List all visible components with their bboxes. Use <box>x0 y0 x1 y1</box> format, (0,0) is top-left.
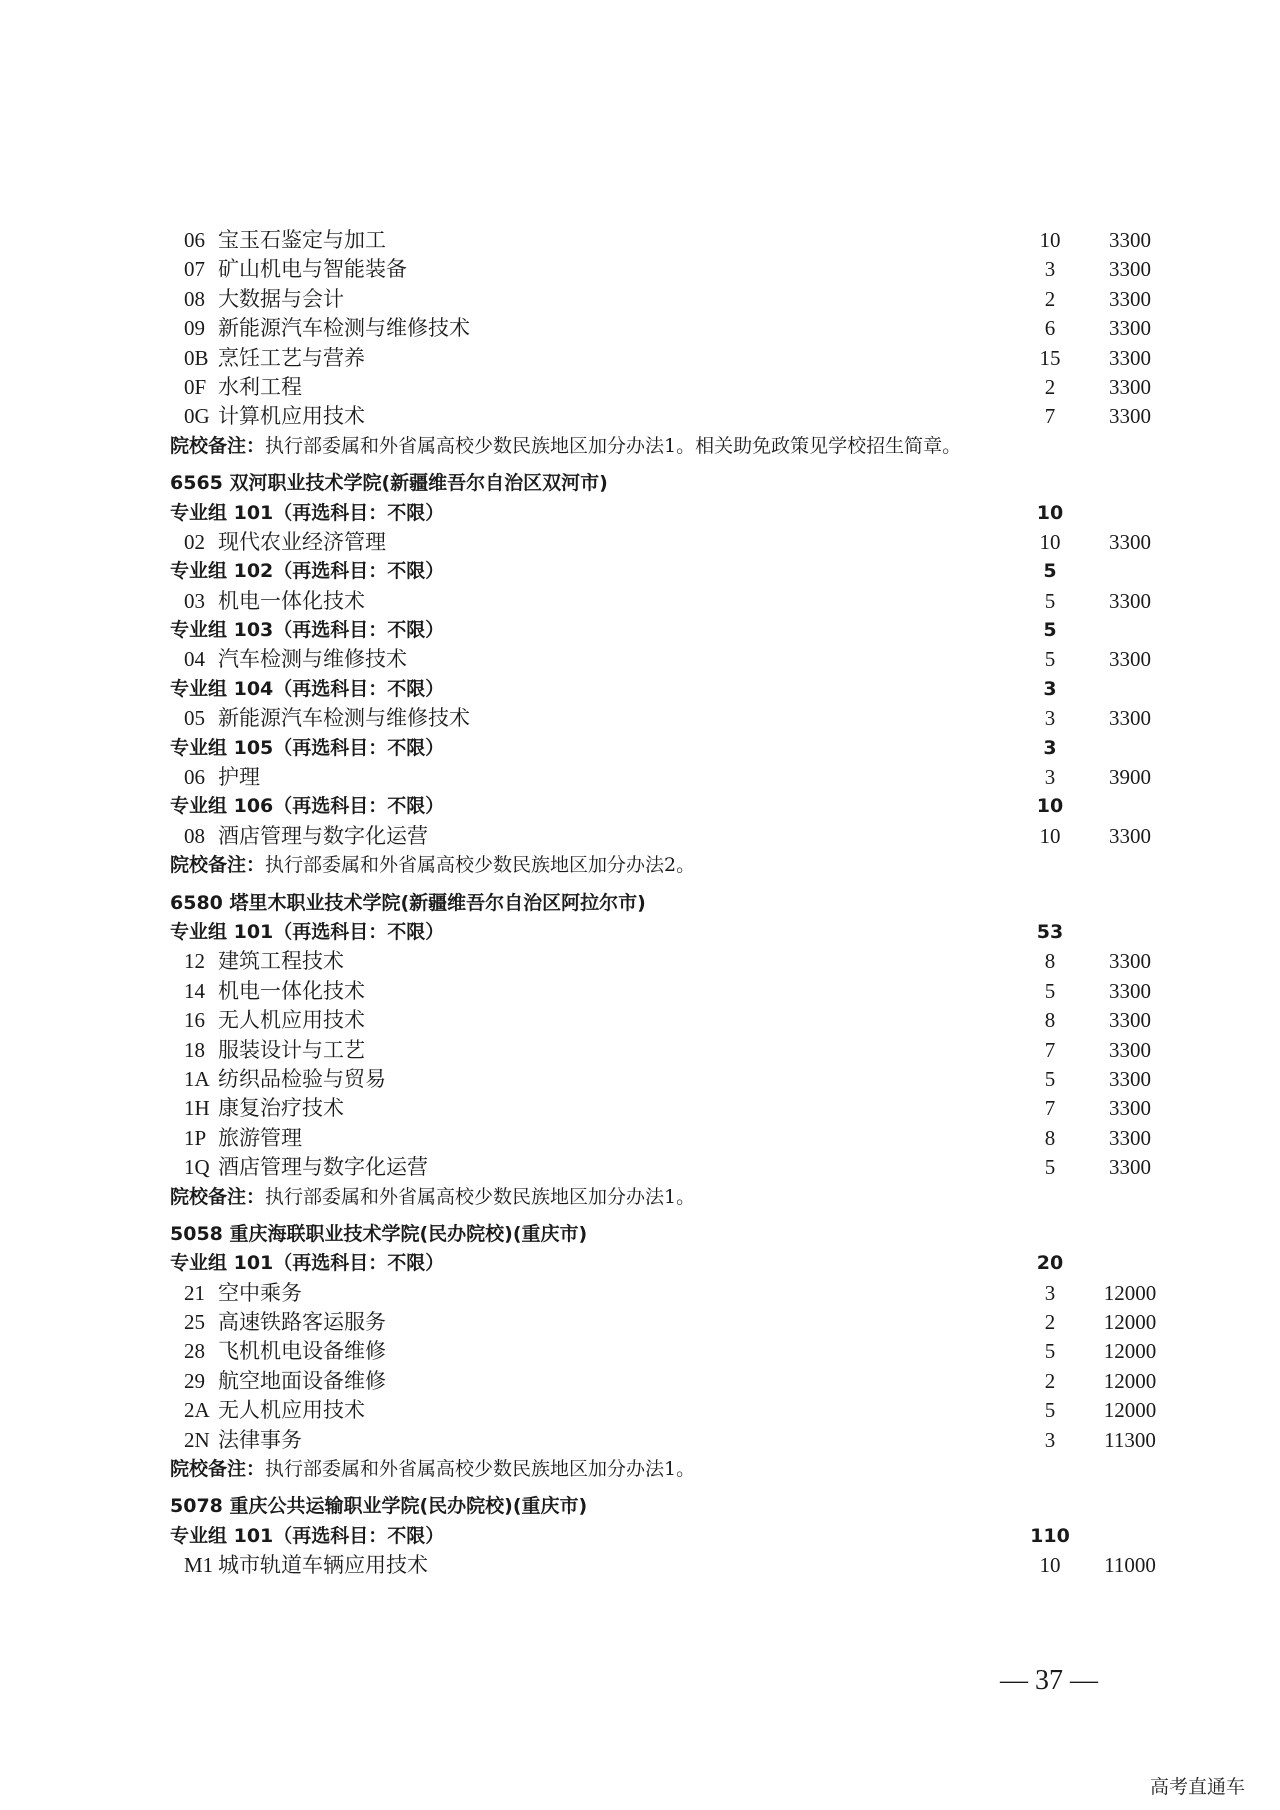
major-row <box>170 977 1170 1006</box>
tuition-fee: 3300 <box>1109 345 1151 370</box>
college-heading <box>170 889 1170 918</box>
major-code: 08 <box>184 823 205 848</box>
group-plan-count: 110 <box>1030 1524 1070 1547</box>
major-code: 16 <box>184 1008 205 1033</box>
note-text: 执行部委属和外省属高校少数民族地区加分办法1。 <box>265 1185 696 1208</box>
college-note <box>170 1455 1170 1484</box>
plan-count: 3 <box>1044 257 1056 282</box>
major-row <box>170 528 1170 557</box>
tuition-fee: 12000 <box>1103 1368 1157 1393</box>
tuition-fee: 3300 <box>1109 588 1151 613</box>
major-name: 护理 <box>218 765 260 790</box>
major-code: 0F <box>184 374 207 399</box>
major-code: 18 <box>184 1037 205 1062</box>
major-row <box>170 947 1170 976</box>
major-group-label: 专业组 102（再选科目：不限） <box>170 560 445 583</box>
plan-count: 7 <box>1044 1096 1056 1121</box>
tuition-fee: 3300 <box>1109 1037 1151 1062</box>
plan-count: 15 <box>1039 345 1061 370</box>
major-group-label: 专业组 101（再选科目：不限） <box>170 1252 445 1275</box>
group-plan-count: 53 <box>1036 920 1064 943</box>
major-row <box>170 1036 1170 1065</box>
tuition-fee: 3300 <box>1109 374 1151 399</box>
plan-count: 10 <box>1039 228 1061 252</box>
major-name: 宝玉石鉴定与加工 <box>218 228 386 252</box>
major-row <box>170 1124 1170 1153</box>
tuition-fee: 3300 <box>1109 949 1151 974</box>
plan-count: 3 <box>1044 1427 1056 1452</box>
major-code: 29 <box>184 1368 205 1393</box>
note-label: 院校备注： <box>170 854 266 877</box>
major-code: 03 <box>184 588 205 613</box>
tuition-fee: 3300 <box>1109 286 1151 311</box>
tuition-fee: 12000 <box>1103 1280 1157 1305</box>
major-row <box>170 1153 1170 1182</box>
major-group-row <box>170 734 1170 763</box>
major-group-label: 专业组 101（再选科目：不限） <box>170 501 445 524</box>
admission-plan-list <box>170 226 1170 1581</box>
major-name: 无人机应用技术 <box>218 1398 365 1423</box>
major-row <box>170 822 1170 851</box>
plan-count: 7 <box>1044 404 1056 429</box>
tuition-fee: 12000 <box>1103 1398 1157 1423</box>
major-name: 汽车检测与维修技术 <box>218 647 407 672</box>
plan-count: 2 <box>1044 374 1056 399</box>
major-name: 机电一体化技术 <box>218 588 365 613</box>
major-group-row <box>170 1522 1170 1551</box>
major-row <box>170 1279 1170 1308</box>
major-group-label: 专业组 105（再选科目：不限） <box>170 736 445 759</box>
plan-count: 5 <box>1044 978 1056 1003</box>
major-row <box>170 1308 1170 1337</box>
note-text: 执行部委属和外省属高校少数民族地区加分办法2。 <box>265 854 696 877</box>
college-note <box>170 432 1170 461</box>
major-name: 水利工程 <box>218 374 302 399</box>
college-name: 6565 双河职业技术学院(新疆维吾尔自治区双河市) <box>170 472 608 495</box>
tuition-fee: 3300 <box>1109 978 1151 1003</box>
major-name: 服装设计与工艺 <box>218 1037 365 1062</box>
plan-count: 10 <box>1039 529 1061 554</box>
major-group-row <box>170 792 1170 821</box>
major-group-label: 专业组 101（再选科目：不限） <box>170 1524 445 1547</box>
major-name: 酒店管理与数字化运营 <box>218 823 428 848</box>
note-text: 执行部委属和外省属高校少数民族地区加分办法1。 <box>265 1458 696 1481</box>
plan-count: 5 <box>1044 588 1056 613</box>
major-row <box>170 344 1170 373</box>
major-group-row <box>170 616 1170 645</box>
college-note <box>170 851 1170 880</box>
major-code: 05 <box>184 706 205 731</box>
tuition-fee: 3300 <box>1109 1066 1151 1091</box>
plan-count: 5 <box>1044 1339 1056 1364</box>
major-name: 大数据与会计 <box>218 286 344 311</box>
major-row <box>170 1367 1170 1396</box>
tuition-fee: 3300 <box>1109 316 1151 341</box>
college-note <box>170 1183 1170 1212</box>
major-code: 07 <box>184 257 205 282</box>
major-row <box>170 1065 1170 1094</box>
plan-count: 7 <box>1044 1037 1056 1062</box>
major-name: 新能源汽车检测与维修技术 <box>218 316 470 341</box>
major-name: 无人机应用技术 <box>218 1008 365 1033</box>
major-row <box>170 226 1170 255</box>
major-code: 21 <box>184 1280 205 1305</box>
major-code: 2A <box>184 1398 210 1423</box>
major-name: 飞机机电设备维修 <box>218 1339 386 1364</box>
major-code: 0B <box>184 345 209 370</box>
major-row <box>170 704 1170 733</box>
major-code: 28 <box>184 1339 205 1364</box>
plan-count: 2 <box>1044 1310 1056 1335</box>
note-label: 院校备注： <box>170 1458 266 1481</box>
major-name: 纺织品检验与贸易 <box>218 1066 386 1091</box>
college-heading <box>170 1220 1170 1249</box>
college-name: 5078 重庆公共运输职业学院(民办院校)(重庆市) <box>170 1495 588 1518</box>
group-plan-count: 3 <box>1043 736 1057 759</box>
major-name: 法律事务 <box>218 1427 302 1452</box>
major-code: 1P <box>184 1125 207 1150</box>
tuition-fee: 3300 <box>1109 647 1151 672</box>
plan-count: 5 <box>1044 1398 1056 1423</box>
tuition-fee: 3300 <box>1109 1008 1151 1033</box>
major-name: 烹饪工艺与营养 <box>218 345 365 370</box>
tuition-fee: 12000 <box>1103 1339 1157 1364</box>
major-row <box>170 402 1170 431</box>
major-code: 08 <box>184 286 205 311</box>
plan-count: 5 <box>1044 1066 1056 1091</box>
tuition-fee: 3300 <box>1109 1096 1151 1121</box>
major-code: 1A <box>184 1066 210 1091</box>
major-name: 新能源汽车检测与维修技术 <box>218 706 470 731</box>
college-name: 6580 塔里木职业技术学院(新疆维吾尔自治区阿拉尔市) <box>170 891 646 914</box>
major-row <box>170 314 1170 343</box>
major-name: 建筑工程技术 <box>218 949 344 974</box>
group-plan-count: 10 <box>1036 795 1064 818</box>
major-name: 高速铁路客运服务 <box>218 1310 386 1335</box>
plan-count: 8 <box>1044 1125 1056 1150</box>
major-name: 酒店管理与数字化运营 <box>218 1155 428 1180</box>
major-group-label: 专业组 103（再选科目：不限） <box>170 619 445 642</box>
major-code: 2N <box>184 1427 210 1452</box>
tuition-fee: 3300 <box>1109 1155 1151 1180</box>
plan-count: 8 <box>1044 1008 1056 1033</box>
major-row <box>170 645 1170 674</box>
group-plan-count: 5 <box>1043 560 1057 583</box>
tuition-fee: 3300 <box>1109 228 1151 252</box>
plan-count: 8 <box>1044 949 1056 974</box>
major-name: 城市轨道车辆应用技术 <box>218 1553 428 1578</box>
tuition-fee: 3300 <box>1109 404 1151 429</box>
note-label: 院校备注： <box>170 434 266 457</box>
major-row <box>170 1006 1170 1035</box>
major-group-row <box>170 1249 1170 1278</box>
major-code: 12 <box>184 949 205 974</box>
tuition-fee: 3300 <box>1109 257 1151 282</box>
plan-count: 10 <box>1039 823 1061 848</box>
major-code: 06 <box>184 228 205 252</box>
plan-count: 5 <box>1044 647 1056 672</box>
major-name: 机电一体化技术 <box>218 978 365 1003</box>
major-row <box>170 373 1170 402</box>
tuition-fee: 3300 <box>1109 529 1151 554</box>
tuition-fee: 3900 <box>1109 765 1151 790</box>
group-plan-count: 5 <box>1043 619 1057 642</box>
major-code: 14 <box>184 978 205 1003</box>
plan-count: 2 <box>1044 286 1056 311</box>
group-plan-count: 10 <box>1036 501 1064 524</box>
major-name: 航空地面设备维修 <box>218 1368 386 1393</box>
note-label: 院校备注： <box>170 1185 266 1208</box>
major-group-row <box>170 557 1170 586</box>
major-code: 04 <box>184 647 205 672</box>
college-heading <box>170 469 1170 498</box>
major-row <box>170 255 1170 284</box>
major-group-label: 专业组 101（再选科目：不限） <box>170 920 445 943</box>
major-code: 09 <box>184 316 205 341</box>
major-code: 0G <box>184 404 210 429</box>
major-row <box>170 763 1170 792</box>
plan-count: 3 <box>1044 706 1056 731</box>
major-row <box>170 1551 1170 1580</box>
tuition-fee: 3300 <box>1109 706 1151 731</box>
major-group-label: 专业组 104（再选科目：不限） <box>170 677 445 700</box>
major-code: 02 <box>184 529 205 554</box>
major-row <box>170 1396 1170 1425</box>
college-name: 5058 重庆海联职业技术学院(民办院校)(重庆市) <box>170 1222 588 1245</box>
plan-count: 3 <box>1044 765 1056 790</box>
major-code: M1 <box>184 1553 214 1578</box>
page-number: — 37 — <box>1000 1665 1098 1696</box>
major-row <box>170 1094 1170 1123</box>
major-code: 06 <box>184 765 205 790</box>
plan-count: 2 <box>1044 1368 1056 1393</box>
major-row <box>170 285 1170 314</box>
major-group-label: 专业组 106（再选科目：不限） <box>170 795 445 818</box>
plan-count: 10 <box>1039 1553 1061 1578</box>
group-plan-count: 20 <box>1036 1252 1064 1275</box>
note-text: 执行部委属和外省属高校少数民族地区加分办法1。相关助免政策见学校招生简章。 <box>265 434 962 457</box>
tuition-fee: 12000 <box>1103 1310 1157 1335</box>
major-group-row <box>170 675 1170 704</box>
watermark: 高考直通车 <box>1150 1776 1246 1798</box>
major-name: 矿山机电与智能装备 <box>218 257 407 282</box>
major-name: 计算机应用技术 <box>218 404 365 429</box>
plan-count: 5 <box>1044 1155 1056 1180</box>
tuition-fee: 11000 <box>1104 1553 1156 1578</box>
group-plan-count: 3 <box>1043 677 1057 700</box>
major-group-row <box>170 918 1170 947</box>
plan-count: 6 <box>1044 316 1056 341</box>
tuition-fee: 3300 <box>1109 1125 1151 1150</box>
major-code: 1H <box>184 1096 210 1121</box>
plan-count: 3 <box>1044 1280 1056 1305</box>
major-code: 1Q <box>184 1155 210 1180</box>
major-code: 25 <box>184 1310 205 1335</box>
major-row <box>170 1337 1170 1366</box>
college-heading <box>170 1492 1170 1521</box>
major-row <box>170 1426 1170 1455</box>
major-row <box>170 587 1170 616</box>
major-name: 现代农业经济管理 <box>218 529 386 554</box>
tuition-fee: 3300 <box>1109 823 1151 848</box>
major-group-row <box>170 499 1170 528</box>
major-name: 康复治疗技术 <box>218 1096 344 1121</box>
tuition-fee: 11300 <box>1104 1427 1156 1452</box>
major-name: 空中乘务 <box>218 1280 302 1305</box>
major-name: 旅游管理 <box>218 1125 302 1150</box>
